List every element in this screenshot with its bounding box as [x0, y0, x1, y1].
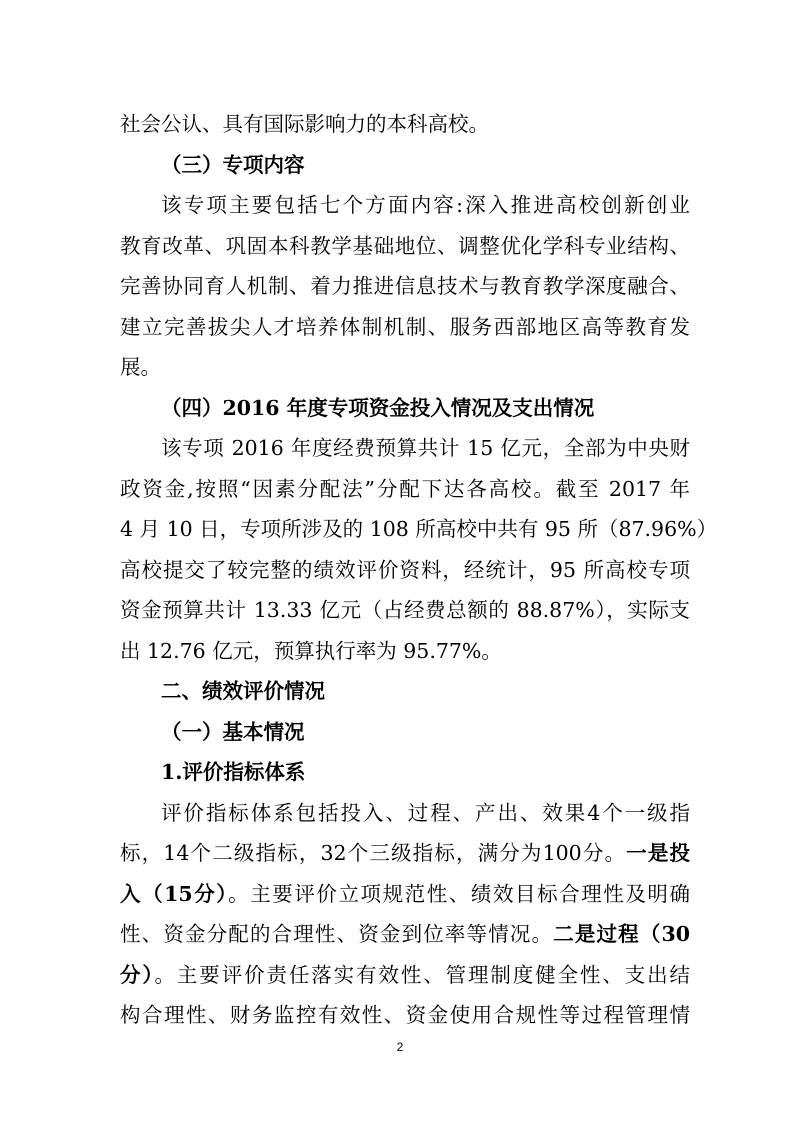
section-heading: （四）2016 年度专项资金投入情况及支出情况	[161, 395, 595, 420]
paragraph-line: 资金预算共计 13.33 亿元（占经费总额的 88.87%），实际支	[120, 598, 690, 622]
line-text: 。主要评价立项规范性、绩效目标合理性及明确	[228, 881, 690, 906]
paragraph-line: 展。	[120, 355, 161, 379]
paragraph-line	[120, 914, 690, 955]
paragraph-line: 社会公认、具有国际影响力的本科高校。	[120, 112, 489, 136]
paragraph-line: 评价指标体系包括投入、过程、产出、效果4个一级指	[161, 800, 690, 825]
paragraph-line: 建立完善拔尖人才培养体制机制、服务西部地区高等教育发	[120, 314, 690, 339]
paragraph-line: 政资金,按照“因素分配法”分配下达各高校。截至 2017 年	[120, 476, 690, 501]
page-body	[120, 104, 718, 1036]
item-heading: 1.评价指标体系	[161, 760, 306, 784]
part-heading: 二、绩效评价情况	[161, 679, 325, 703]
paragraph-line	[120, 874, 690, 915]
paragraph-line: 出 12.76 亿元，预算执行率为 95.77%。	[120, 638, 502, 663]
subsection-heading: （一）基本情况	[161, 719, 305, 744]
line-text: 。主要评价责任落实有效性、管理制度健全性、支出结	[154, 962, 690, 987]
paragraph-line: 教育改革、巩固本科教学基础地位、调整优化学科专业结构、	[120, 233, 690, 258]
line-text: 标，14个二级指标，32个三级指标，满分为100分。	[120, 841, 627, 865]
emphasis-text: 一是投	[626, 841, 690, 865]
paragraph-line: 构合理性、财务监控有效性、资金使用合规性等过程管理情	[120, 1003, 690, 1027]
emphasis-text: 二是过程（30	[553, 922, 691, 946]
paragraph-line	[120, 833, 690, 874]
paragraph-line: 4 月 10 日，专项所涉及的 108 所高校中共有 95 所（87.96%）	[120, 517, 718, 541]
paragraph-line: 完善协同育人机制、着力推进信息技术与教育教学深度融合、	[120, 274, 690, 298]
paragraph-line: 该专项主要包括七个方面内容:深入推进高校创新创业	[161, 193, 690, 217]
page-number: 2	[396, 1040, 404, 1054]
paragraph-line	[120, 955, 690, 996]
paragraph-line: 高校提交了较完整的绩效评价资料，经统计，95 所高校专项	[120, 557, 690, 582]
line-text: 性、资金分配的合理性、资金到位率等情况。	[120, 922, 554, 946]
section-heading: （三）专项内容	[161, 152, 305, 177]
emphasis-text: 分）	[120, 962, 155, 987]
paragraph-line: 该专项 2016 年度经费预算共计 15 亿元，全部为中央财	[161, 436, 690, 460]
emphasis-text: 入（15分）	[120, 881, 229, 906]
